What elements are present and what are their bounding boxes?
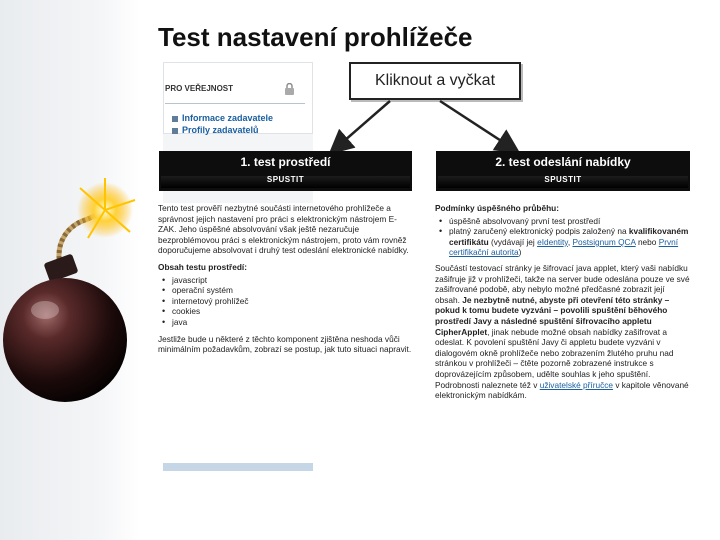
link-eidentity[interactable]: eIdentity (537, 236, 568, 247)
test1-outro: Jestliže bude u některé z těchto komponent zjištěna neshoda vůči minimálním požadavkům, zobrazí se postup, jak tuto situaci napravit. (158, 333, 412, 355)
list-item: • javascript (172, 275, 412, 286)
panel-test2-body (435, 203, 691, 465)
panel-test1-header (159, 151, 412, 191)
test1-content-heading: Obsah testu prostředí: (158, 261, 247, 272)
lock-icon (284, 83, 295, 96)
public-section-box (163, 62, 313, 134)
start-test1-button[interactable]: SPUSTIT (266, 175, 305, 184)
slide-title: Test nastavení prohlížeče (158, 22, 473, 52)
list-item: • cookies (172, 306, 412, 317)
list-item: • operační systém (172, 285, 412, 296)
bomb-icon (0, 170, 140, 470)
list-item: • java (172, 317, 412, 328)
list-item: • úspěšně absolvovaný první test prostředí (449, 216, 691, 227)
arrow-to-test2 (440, 101, 512, 148)
section-divider (165, 103, 305, 104)
test2-conditions-heading: Podmínky úspěšného průběhu: (435, 203, 560, 213)
test1-intro: Tento test prověří nezbytné součásti internetového prohlížeče a správnost jejich nastavení pro práci s elektronickým nástrojem E-ZAK. Jeho úspěšné absolvování však ještě nezaručuje bezproblémovou práci s elektronickým nástrojem, proto vám rovněž doporučujeme absolvovat i druhý test odeslání elektronické nabídky. (158, 203, 409, 256)
list-item: • platný zaručený elektronický podpis založený na kvalifikovaném certifikátu (vydávají jej eIdentity, Postsignum QCA nebo První certifikační autorita) (449, 226, 691, 258)
link-prvni-certifikacni[interactable]: První certifikační autorita (449, 236, 679, 258)
panel-test1-body (158, 203, 412, 463)
bullet-icon (172, 128, 178, 134)
link-uzivatelska-prirucka[interactable]: uživatelské příručce (539, 379, 614, 390)
bullet-icon (172, 116, 178, 122)
link-profily-zadavatelu[interactable]: Profily zadavatelů (172, 125, 259, 135)
test1-component-list (158, 275, 412, 328)
panel-test2-header (436, 151, 690, 191)
test2-conditions-list (435, 216, 691, 258)
list-item: • internetový prohlížeč (172, 296, 412, 307)
instruction-callout: Kliknout a vyčkat (349, 62, 521, 100)
test2-description: Součástí testovací stránky je šifrovací java applet, který vaši nabídku zašifruje již v prohlížeči, takže na server bude odeslána pouze ve své zašifrované podobě, aby nebylo možné předčasné zobrazit její obsah. Je nezbytně nutné, abyste při otevření této stránky – pokud k tomu budete vyzváni – povolili spuštění běhového prostředí Javy a následné spuštění šifrovacího appletu CipherApplet, jinak nebude možné obsah nabídky zašifrovat a odeslat. K povolení spuštění Javy či appletu budete vyzváni v dialogovém okně prohlížeče nebo zobrazením žlutého pruhu nad stránkou v prohlížeči – čtěte pozorně zobrazené instrukce s doprovázejícím způsobem, udělte souhlas k jeho spuštění. Podrobnosti naleznete též v uživatelské příručce v kapitole věnované elektronickým nabídkám. (435, 262, 690, 401)
panel-test1-title: 1. test prostředí (240, 155, 331, 169)
link-postsignum[interactable]: Postsignum QCA (572, 236, 636, 247)
panel-test2-title: 2. test odeslání nabídky (495, 155, 631, 169)
public-section-heading: PRO VEŘEJNOST (165, 84, 234, 93)
link-informace-zadavatele[interactable]: Informace zadavatele (172, 113, 273, 123)
arrow-to-test1 (336, 101, 390, 148)
start-test2-button[interactable]: SPUSTIT (544, 175, 582, 184)
